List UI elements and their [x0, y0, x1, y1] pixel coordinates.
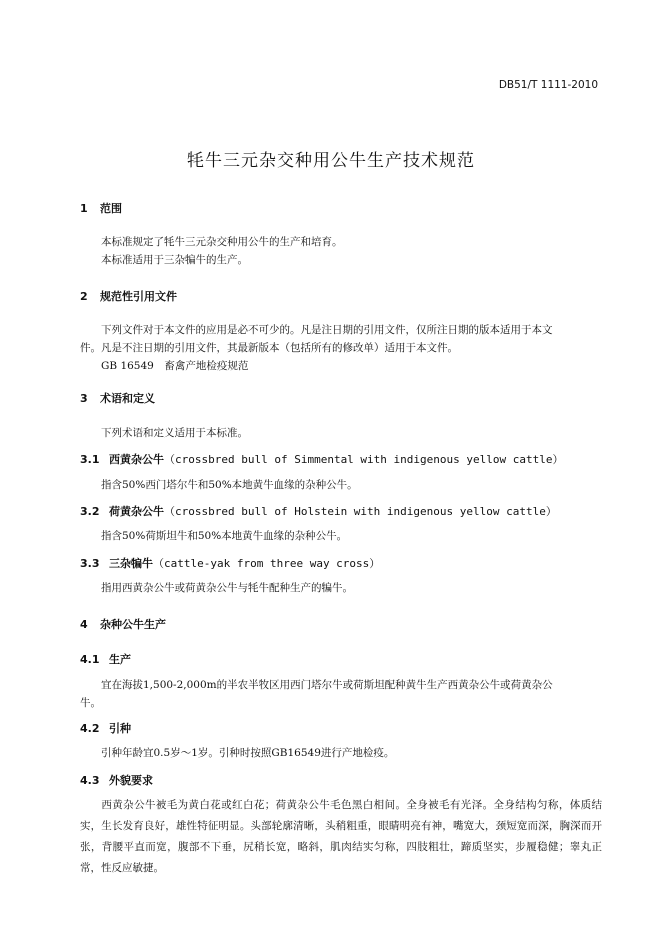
paragraph: 本标准规定了牦牛三元杂交种用公牛的生产和培育。: [101, 236, 343, 248]
term-definition: 指含50%荷斯坦牛和50%本地黄牛血缘的杂种公牛。: [101, 530, 348, 542]
section-number: 4: [80, 618, 88, 631]
subsection-number: 4.3: [80, 774, 100, 787]
section-3-heading: [80, 390, 155, 406]
subsection-4-1-heading: [80, 651, 131, 667]
section-title: 规范性引用文件: [100, 290, 177, 303]
term-number: 3.3: [80, 557, 100, 570]
section-4-heading: [80, 616, 166, 632]
subsection-title: 生产: [109, 653, 131, 666]
section-title: 范围: [100, 202, 122, 215]
subsection-number: 4.2: [80, 722, 100, 735]
section-number: 2: [80, 290, 88, 303]
term-number: 3.2: [80, 505, 100, 518]
term-name: 荷黄杂公牛: [109, 505, 164, 518]
section-2-heading: [80, 288, 177, 304]
section-1-heading: [80, 200, 122, 216]
paragraph-text: 西黄杂公牛被毛为黄白花或红白花；荷黄杂公牛毛色黑白相间。全身被毛有光泽。全身结构匀称，体质结实，生长发育良好，雄性特征明显。头部轮廓清晰，头稍粗重，眼睛明亮有神，嘴宽大，颈短宽而深，胸深而开张，背腰平直而宽，腹部不下垂，尻稍长宽，略斜，肌肉结实匀称，四肢粗壮，蹄质坚实，步履稳健；睾丸正常，性反应敏捷。: [80, 799, 602, 874]
term-3-2-heading: [80, 503, 557, 519]
term-definition: 指含50%西门塔尔牛和50%本地黄牛血缘的杂种公牛。: [101, 479, 358, 491]
section-title: 术语和定义: [100, 392, 155, 405]
paragraph-line: 牛。: [80, 697, 101, 709]
term-3-3-heading: [80, 555, 380, 571]
section-number: 1: [80, 202, 88, 215]
standard-code: DB51/T 1111-2010: [498, 79, 598, 91]
subsection-number: 4.1: [80, 653, 100, 666]
paragraph-line: 件。凡是不注日期的引用文件，其最新版本（包括所有的修改单）适用于本文件。: [80, 342, 458, 354]
subsection-title: 引种: [109, 722, 131, 735]
term-definition: 指用西黄杂公牛或荷黄杂公牛与牦牛配种生产的犏牛。: [101, 582, 353, 594]
term-number: 3.1: [80, 453, 100, 466]
term-english: （cattle-yak from three way cross）: [153, 557, 381, 570]
paragraph-line: 引种年龄宜0.5岁～1岁。引种时按照GB16549进行产地检疫。: [101, 747, 395, 759]
paragraph: 下列术语和定义适用于本标准。: [101, 427, 248, 439]
subsection-title: 外貌要求: [109, 774, 153, 787]
appearance-requirements-paragraph: [80, 795, 602, 879]
normative-reference: GB 16549 畜禽产地检疫规范: [101, 360, 249, 372]
term-name: 三杂犏牛: [109, 557, 153, 570]
paragraph-line: 下列文件对于本文件的应用是必不可少的。凡是注日期的引用文件，仅所注日期的版本适用于本文: [101, 324, 553, 336]
paragraph: 本标准适用于三杂犏牛的生产。: [101, 254, 248, 266]
term-name: 西黄杂公牛: [109, 453, 164, 466]
term-english: （crossbred bull of Holstein with indigenous yellow cattle）: [164, 505, 557, 518]
term-english: （crossbred bull of Simmental with indigenous yellow cattle）: [164, 453, 564, 466]
subsection-4-2-heading: [80, 720, 131, 736]
section-title: 杂种公牛生产: [100, 618, 166, 631]
subsection-4-3-heading: [80, 772, 153, 788]
section-number: 3: [80, 392, 88, 405]
page-title: 牦牛三元杂交种用公牛生产技术规范: [187, 151, 475, 171]
paragraph-line: 宜在海拔1,500-2,000m的半农半牧区用西门塔尔牛或荷斯坦配种黄牛生产西黄杂公牛或荷黄杂公: [101, 679, 553, 691]
term-3-1-heading: [80, 451, 564, 467]
